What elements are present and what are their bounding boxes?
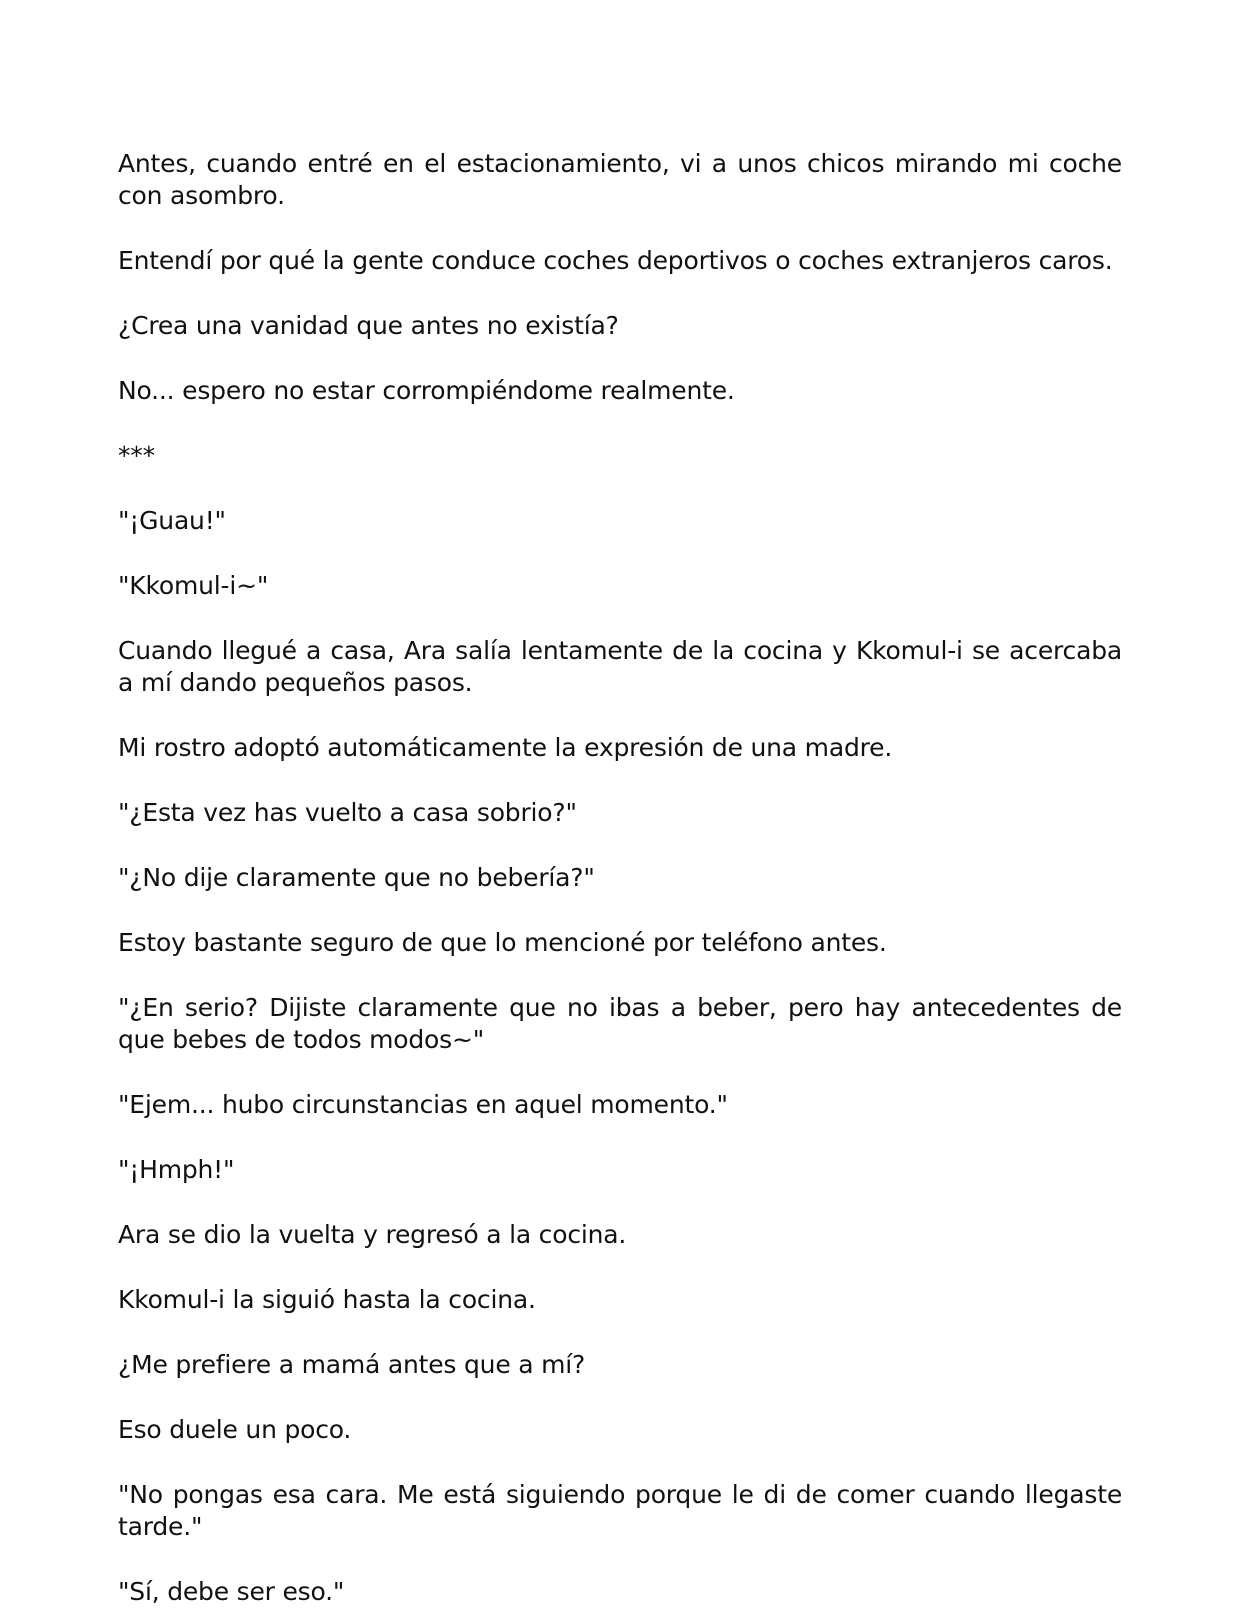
paragraph: "¿Esta vez has vuelto a casa sobrio?" (118, 798, 577, 827)
paragraph: ¿Crea una vanidad que antes no existía? (118, 311, 619, 340)
paragraph: "¿No dije claramente que no bebería?" (118, 863, 595, 892)
paragraph: "¿En serio? Dijiste claramente que no ibas a beber, pero hay antecedentes de que bebes de todos modos~" (118, 993, 1122, 1054)
paragraph: "Ejem... hubo circunstancias en aquel momento." (118, 1090, 728, 1119)
paragraph: "No pongas esa cara. Me está siguiendo porque le di de comer cuando llegaste tarde." (118, 1480, 1122, 1541)
paragraph: "¡Hmph!" (118, 1155, 235, 1184)
paragraph: "Sí, debe ser eso." (118, 1577, 345, 1606)
paragraph: Mi rostro adoptó automáticamente la expresión de una madre. (118, 733, 893, 762)
paragraph: Antes, cuando entré en el estacionamiento, vi a unos chicos mirando mi coche con asombro. (118, 149, 1122, 210)
paragraph: Cuando llegué a casa, Ara salía lentamente de la cocina y Kkomul-i se acercaba a mí dando pequeños pasos. (118, 636, 1122, 697)
paragraph: Entendí por qué la gente conduce coches deportivos o coches extranjeros caros. (118, 246, 1113, 275)
paragraph: ¿Me prefiere a mamá antes que a mí? (118, 1350, 586, 1379)
paragraph: "¡Guau!" (118, 506, 226, 535)
paragraph: Ara se dio la vuelta y regresó a la cocina. (118, 1220, 627, 1249)
paragraph: "Kkomul-i~" (118, 571, 269, 600)
paragraph: No... espero no estar corrompiéndome realmente. (118, 376, 735, 405)
paragraph: Kkomul-i la siguió hasta la cocina. (118, 1285, 536, 1314)
paragraph: Eso duele un poco. (118, 1415, 352, 1444)
scene-break: *** (118, 441, 155, 470)
paragraph: Estoy bastante seguro de que lo mencioné por teléfono antes. (118, 928, 887, 957)
document-body (118, 148, 1122, 1620)
